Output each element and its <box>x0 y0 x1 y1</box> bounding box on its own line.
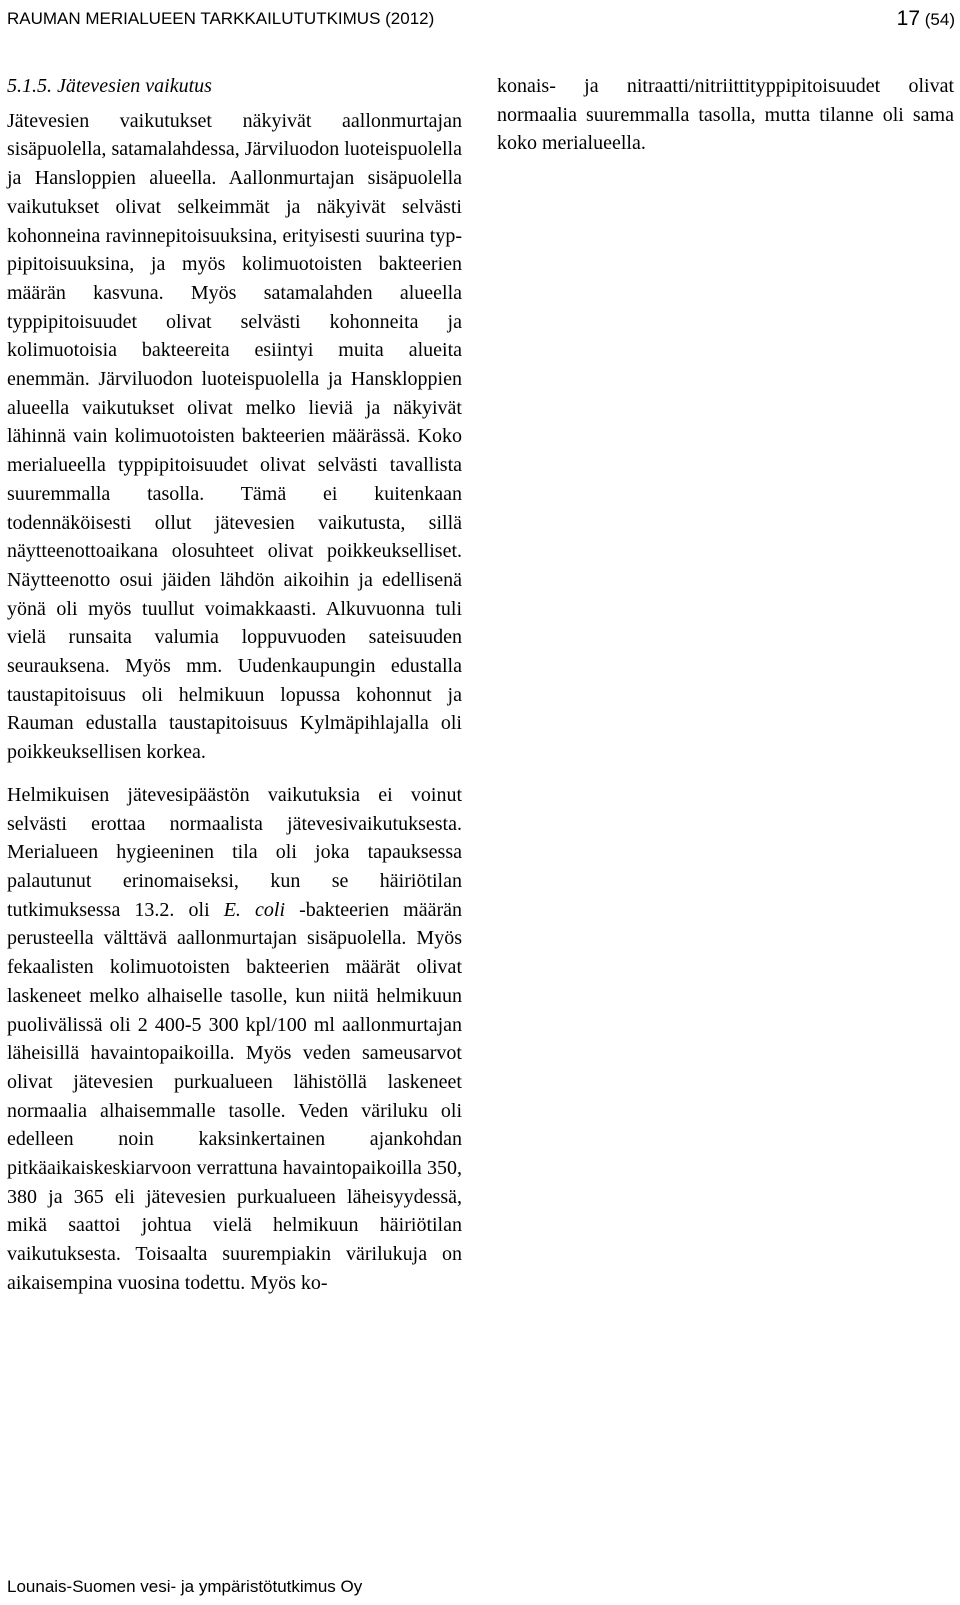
paragraph-2-text-start: Helmikuisen jätevesipäästön vaikutuksia ei voinut selvästi erottaa normaalista jätevesivaikutuksesta. Merialueen hygieeninen tila oli joka tapauksessa palautunut erinomaiseksi, kun se häiriötilan tutkimuksessa 13.2. oli <box>7 783 462 921</box>
body-paragraph-continued: konais- ja nitraatti/nitriittityppipitoisuudet olivat normaalia suuremmalla tasolla, mutta tilanne oli sama koko merialueella. <box>497 75 954 155</box>
section-heading: 5.1.5. Jätevesien vaikutus <box>7 75 212 97</box>
body-paragraph-1: Jätevesien vaikutukset näkyivät aallonmurtajan sisäpuolella, satamalahdessa, Järviluodon luoteispuolella ja Hansloppien alueella. Aallonmurtajan sisäpuolella vaikutukset olivat selkeimmät ja näkyivät selvästi kohonneina ravinnepitoisuuksina, erityisesti suurina typpipitoisuuksina, ja myös kolimuotoisten bakteerien määrän kasvuna. Myös satamalahden alueella typpipitoisuudet olivat selvästi kohonneita ja kolimuotoisia bakteereita esiintyi muita alueita enemmän. Järviluodon luoteispuolella ja Hanskloppien alueella vaikutukset olivat melko lieviä ja näkyivät lähinnä vain kolimuotoisten bakteerien määrässä. Koko merialueella typpipitoisuudet olivat selvästi tavallista suuremmalla tasolla. Tämä ei kuitenkaan todennäköisesti ollut jätevesien vaikutusta, sillä näytteenottoaikana olosuhteet olivat poikkeukselliset. Näytteenotto osui jäiden lähdön aikoihin ja edellisenä yönä oli myös tuullut voimakkaasti. Alkuvuonna tuli vielä runsaita valumia loppuvuoden sateisuuden seurauksena. Myös mm. Uudenkaupungin edustalla taustapitoisuus oli helmikuun lopussa kohonnut ja Rauman edustalla taustapitoisuus Kylmäpihlajalla oli poikkeuksellisen korkea. <box>7 109 462 764</box>
page-footer: Lounais-Suomen vesi- ja ympäristötutkimus Oy <box>7 1577 363 1596</box>
report-title: RAUMAN MERIALUEEN TARKKAILUTUTKIMUS (2012) <box>7 9 435 28</box>
right-column <box>497 72 954 158</box>
paragraph-2-text-end: -bakteerien määrän perusteella välttävä aallonmurtajan sisäpuolella. Myös fekaalisten kolimuotoisten bakteerien määrät olivat laskeneet melko alhaiselle tasolle, kun niitä helmikuun puolivälissä oli 2 400-5 300 kpl/100 ml aallonmurtajan läheisillä havaintopaikoilla. Myös veden sameusarvot olivat jätevesien purkualueen lähistöllä laskeneet normaalia alhaisemmalle tasolle. Veden väriluku oli edelleen noin kaksinkertainen ajankohdan pitkäaikaiskeskiarvoon verrattuna havaintopaikoilla 350, 380 ja 365 eli jätevesien purkualueen läheisyydessä, mikä saattoi johtua vielä helmikuun häiriötilan vaikutuksesta. Toisaalta suurempiakin värilukuja on aikaisempina vuosina todettu. Myös ko- <box>7 898 462 1294</box>
page-number-current: 17 <box>896 7 921 30</box>
page-header <box>7 6 955 32</box>
left-column <box>7 72 462 1298</box>
page-number-total: (54) <box>924 10 955 29</box>
e-coli-term: E. coli <box>223 898 286 921</box>
page-number <box>897 6 955 33</box>
body-paragraph-2 <box>7 781 462 1298</box>
